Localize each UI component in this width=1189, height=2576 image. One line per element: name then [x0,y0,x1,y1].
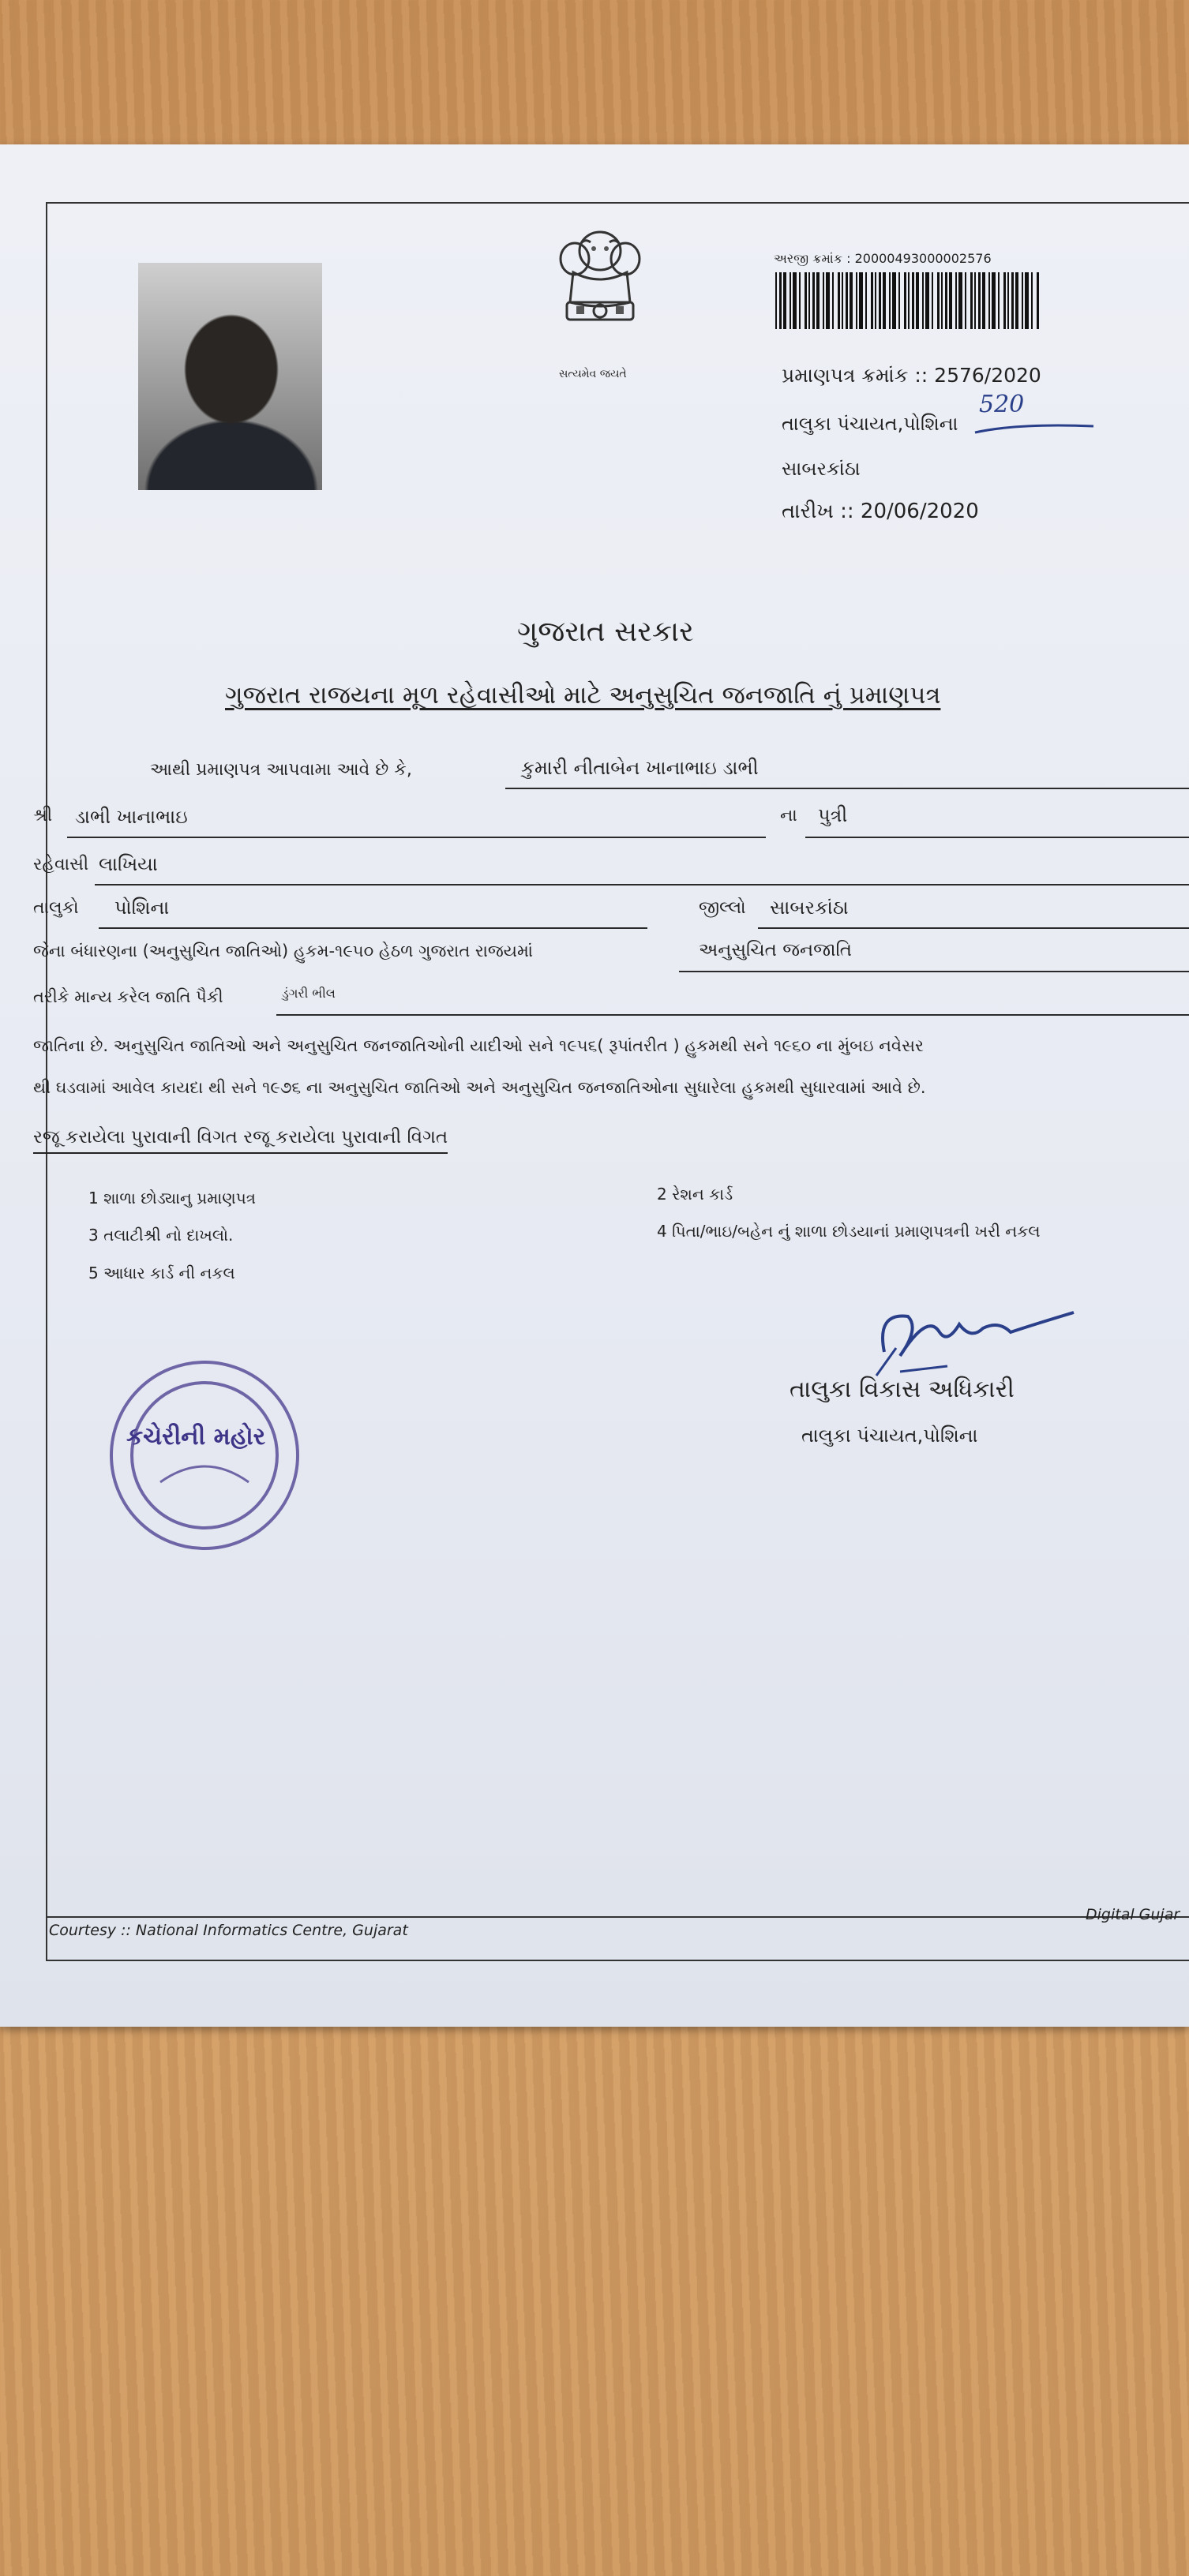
barcode-bar [812,272,815,329]
issuing-district: સાબરકાંઠા [782,458,861,480]
seal-text: કચેરીની મહોર [126,1423,266,1451]
barcode-bar [912,272,914,329]
application-number: અરજી ક્રમાંક : 20000493000002576 [774,251,992,266]
emblem-motto: સત્યમેવ જયતે [559,368,627,380]
barcode-bar [799,272,801,329]
barcode-bar [1011,272,1014,329]
footer-divider [46,1916,1189,1918]
handwritten-number: 520 [979,391,1025,418]
barcode-bar [932,272,933,329]
relation: પુત્રી [818,804,848,826]
barcode-bar [859,272,863,329]
barcode-bar [978,272,981,329]
barcode-bar [988,272,990,329]
barcode-bar [808,272,810,329]
underline [95,884,1189,886]
caste-label: તરીકે માન્ય કરેલ જાતિ પૈકી [33,987,223,1006]
underline [805,837,1189,838]
na-label: ના [780,806,797,826]
evidence-heading: રજૂ કરાયેલા પુરાવાની વિગત રજૂ કરાયેલા પુરાવાની વિગત [33,1127,448,1154]
barcode-bar [846,272,848,329]
barcode-bar [875,272,876,329]
barcode-bar [865,272,867,329]
handwritten-underline [971,417,1097,440]
barcode-bar [1037,272,1039,329]
caste-value: ડુંગરી ભીલ [282,986,336,1001]
taluka-value: પોશિના [114,897,170,919]
taluka-label: તાલુકો [33,898,79,918]
barcode-bar [992,272,996,329]
barcode-bar [816,272,820,329]
district-label: જીલ્લો [699,898,746,918]
footer-digital-gujarat: Digital Gujar [1086,1906,1180,1923]
evidence-item: 2 રેશન કાર્ડ [657,1185,733,1204]
barcode-bar [949,272,952,329]
underline [99,927,647,929]
barcode-bar [904,272,906,329]
certificate-title: ગુજરાત રાજયના મૂળ રહેવાસીઓ માટે અનુસુચિત જનજાતિ નું પ્રમાણપત્ર [225,681,941,710]
barcode-bar [965,272,966,329]
barcode-bar [970,272,973,329]
certificate-paper [0,144,1189,2027]
barcode-bar [1003,272,1006,329]
government-title: ગુજરાત સરકાર [517,616,694,648]
barcode-bar [898,272,900,329]
barcode-bar [1007,272,1009,329]
footer-courtesy: Courtesy :: National Informatics Centre, Gujarat [49,1922,408,1939]
barcode-bar [998,272,1000,329]
paragraph-line-2: થી ઘડવામાં આવેલ કાયદા થી સને ૧૯૭૬ ના અનુસુચિત જાતિઓ અને અનુસુચિત જનજાતિઓના સુધારેલા હુકમથી સુધારવામાં આવે છે. [33,1078,926,1097]
barcode-bar [1031,272,1033,329]
wooden-table-top [0,0,1189,146]
barcode-bar [945,272,947,329]
barcode-bar [958,272,962,329]
barcode-bar [805,272,807,329]
state-emblem-icon [545,223,655,342]
shri-label: શ્રી [33,806,53,826]
intro-label: આથી પ્રમાણપત્ર આપવામા આવે છે કે, [150,760,412,780]
barcode-bar [879,272,881,329]
signatory-office: તાલુકા પંચાયત,પોશિના [801,1425,978,1447]
paragraph-line-1: જાતિના છે. અનુસુચિત જાતિઓ અને અનુસુચિત જનજાતિઓની યાદીઓ સને ૧૯૫૬( રૂપાંતરીત ) હુકમથી સને ૧૯૬૦ ના મુંબઇ નવેસર [33,1036,924,1055]
barcode-bar [1025,272,1029,329]
office-seal-icon [101,1356,308,1555]
barcode-bar [856,272,857,329]
barcode-bar [1015,272,1018,329]
barcode-bar [850,272,853,329]
evidence-item: 5 આધાર કાર્ડ ની નકલ [88,1264,235,1282]
evidence-item: 4 પિતા/ભાઇ/બહેન નું શાળા છોડયાનાં પ્રમાણપત્રની ખરી નકલ [657,1222,1041,1241]
barcode-bar [925,272,929,329]
barcode-bar [838,272,840,329]
barcode-bar [955,272,957,329]
issuing-office: તાલુકા પંચાયત,પોશિના [782,413,958,435]
underline [505,788,1189,789]
issue-date: તારીખ :: 20/06/2020 [782,500,979,523]
barcode-bar [779,272,782,329]
barcode-bar [871,272,873,329]
barcode [775,272,1044,329]
applicant-name: કુમારી નીતાબેન ખાનાભાઇ ડાભી [521,757,759,779]
barcode-bar [823,272,824,329]
barcode-bar [941,272,943,329]
underline [679,971,1189,972]
applicant-photo [138,263,322,490]
barcode-bar [922,272,924,329]
residence-label: રહેવાસી [33,855,89,874]
barcode-bar [908,272,910,329]
underline [276,1014,1189,1016]
barcode-bar [974,272,976,329]
officer-signature [853,1297,1090,1383]
barcode-bar [832,272,834,329]
barcode-bar [842,272,843,329]
evidence-item: 1 શાળા છોડ્યાનુ પ્રમાણપત્ર [88,1189,256,1208]
district-value: સાબરકાંઠા [770,897,849,919]
barcode-bar [826,272,830,329]
underline [758,927,1189,929]
barcode-bar [1022,272,1023,329]
signatory-designation: તાલુકા વિકાસ અધિકારી [790,1376,1015,1403]
barcode-bar [889,272,891,329]
barcode-bar [883,272,886,329]
certificate-number: પ્રમાણપત્ર ક્રમાંક :: 2576/2020 [782,364,1041,387]
residence-value: લાખિયા [99,853,158,875]
barcode-bar [793,272,797,329]
barcode-bar [790,272,791,329]
father-name: ડાભી ખાનાભાઇ [75,806,188,828]
barcode-bar [892,272,896,329]
barcode-bar [937,272,940,329]
evidence-item: 3 તલાટીશ્રી નો દાખલો. [88,1226,234,1245]
barcode-bar [783,272,786,329]
barcode-bar [916,272,919,329]
barcode-bar [982,272,985,329]
barcode-bar [775,272,777,329]
order-value: અનુસુચિત જનજાતિ [699,940,852,960]
order-label: જેના બંધારણના (અનુસુચિત જાતિઓ) હુકમ-૧૯૫૦ હેઠળ ગુજરાત રાજયમાં [33,942,533,960]
underline [67,837,766,838]
